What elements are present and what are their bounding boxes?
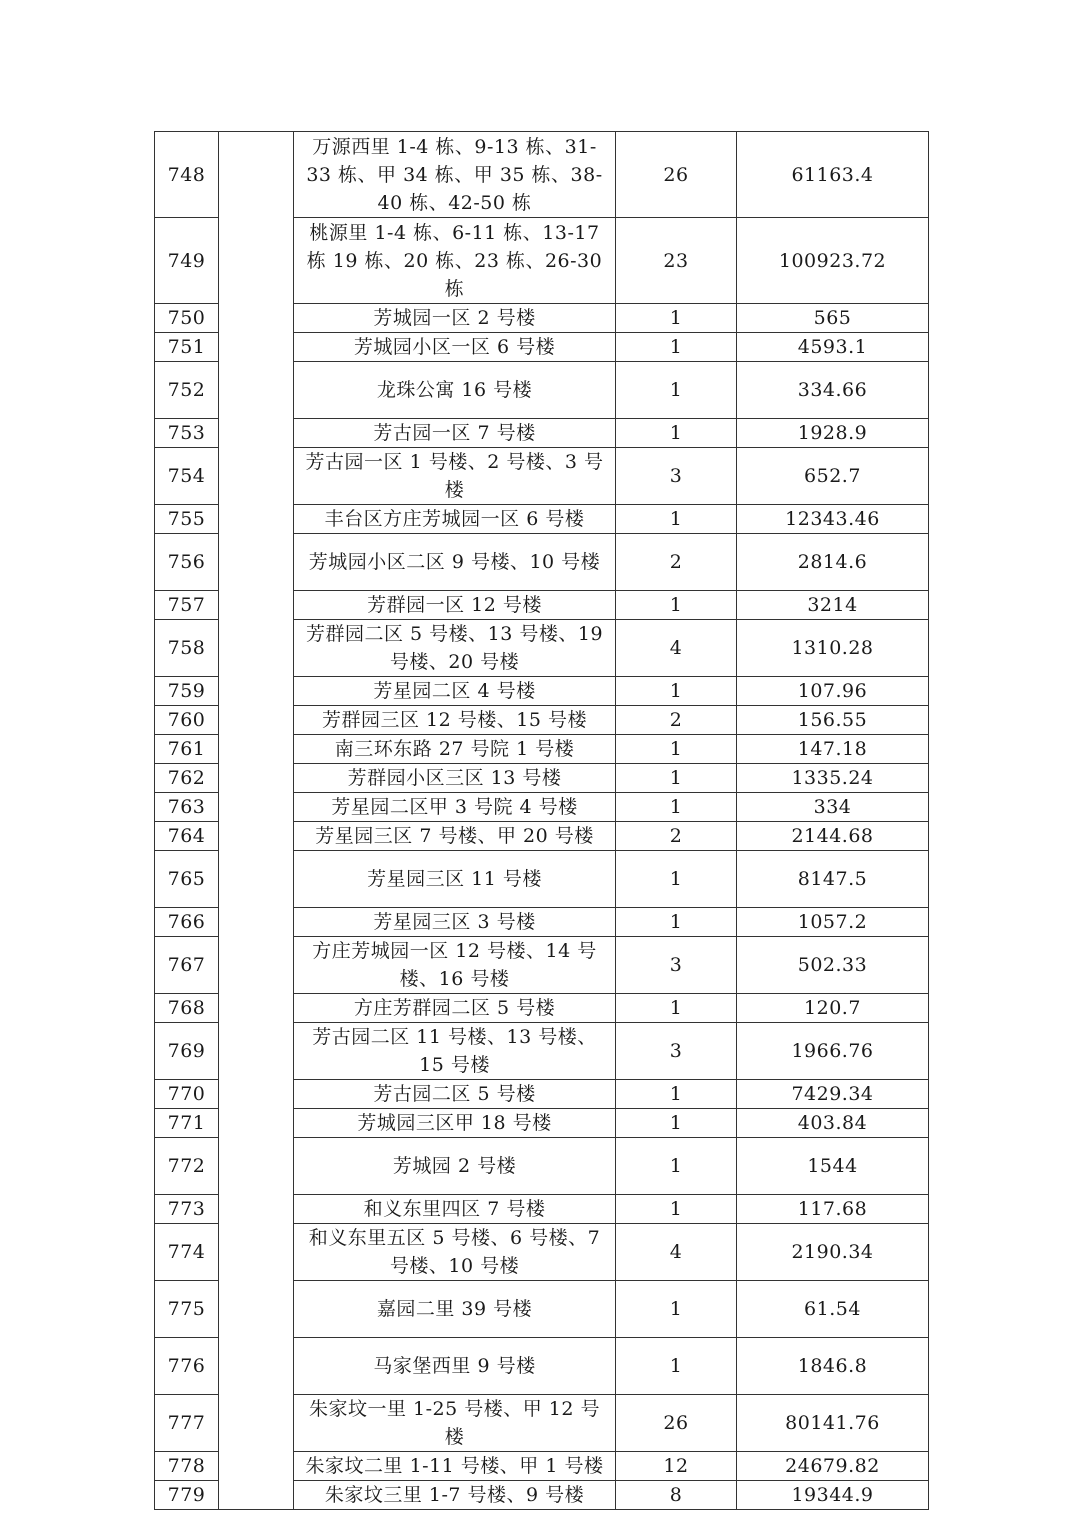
- row-number-cell: 758: [155, 620, 219, 677]
- row-number-cell: 770: [155, 1080, 219, 1109]
- row-number-cell: 762: [155, 764, 219, 793]
- address-cell: 芳群园一区 12 号楼: [294, 591, 616, 620]
- row-number-cell: 771: [155, 1109, 219, 1138]
- area-cell: 147.18: [737, 735, 929, 764]
- building-count-cell: 1: [616, 677, 737, 706]
- area-cell: 334: [737, 793, 929, 822]
- row-number-cell: 753: [155, 419, 219, 448]
- area-cell: 1928.9: [737, 419, 929, 448]
- address-cell: 芳群园二区 5 号楼、13 号楼、19 号楼、20 号楼: [294, 620, 616, 677]
- address-cell: 芳星园三区 7 号楼、甲 20 号楼: [294, 822, 616, 851]
- address-cell: 朱家坟一里 1-25 号楼、甲 12 号楼: [294, 1395, 616, 1452]
- row-number-cell: 773: [155, 1195, 219, 1224]
- address-cell: 芳城园一区 2 号楼: [294, 304, 616, 333]
- area-cell: 403.84: [737, 1109, 929, 1138]
- address-cell: 桃源里 1-4 栋、6-11 栋、13-17 栋 19 栋、20 栋、23 栋、26-30 栋: [294, 218, 616, 304]
- building-count-cell: 1: [616, 1338, 737, 1395]
- row-number-cell: 778: [155, 1452, 219, 1481]
- building-count-cell: 1: [616, 1080, 737, 1109]
- table-body: [155, 132, 929, 1510]
- building-count-cell: 12: [616, 1452, 737, 1481]
- address-cell: 芳古园二区 11 号楼、13 号楼、15 号楼: [294, 1023, 616, 1080]
- area-cell: 19344.9: [737, 1481, 929, 1510]
- building-count-cell: 1: [616, 304, 737, 333]
- address-cell: 方庄芳群园二区 5 号楼: [294, 994, 616, 1023]
- table-row: [155, 132, 929, 218]
- area-cell: 12343.46: [737, 505, 929, 534]
- building-count-cell: 23: [616, 218, 737, 304]
- address-cell: 和义东里五区 5 号楼、6 号楼、7 号楼、10 号楼: [294, 1224, 616, 1281]
- area-cell: 652.7: [737, 448, 929, 505]
- area-cell: 3214: [737, 591, 929, 620]
- address-cell: 芳城园 2 号楼: [294, 1138, 616, 1195]
- address-cell: 芳城园三区甲 18 号楼: [294, 1109, 616, 1138]
- area-cell: 1846.8: [737, 1338, 929, 1395]
- row-number-cell: 779: [155, 1481, 219, 1510]
- address-cell: 芳星园三区 11 号楼: [294, 851, 616, 908]
- building-count-cell: 26: [616, 1395, 737, 1452]
- row-number-cell: 772: [155, 1138, 219, 1195]
- area-cell: 8147.5: [737, 851, 929, 908]
- row-number-cell: 748: [155, 132, 219, 218]
- address-cell: 芳星园二区甲 3 号院 4 号楼: [294, 793, 616, 822]
- row-number-cell: 768: [155, 994, 219, 1023]
- row-number-cell: 750: [155, 304, 219, 333]
- building-count-cell: 2: [616, 534, 737, 591]
- building-count-cell: 1: [616, 505, 737, 534]
- row-number-cell: 759: [155, 677, 219, 706]
- area-cell: 1335.24: [737, 764, 929, 793]
- building-count-cell: 2: [616, 706, 737, 735]
- area-cell: 1544: [737, 1138, 929, 1195]
- address-cell: 芳古园一区 7 号楼: [294, 419, 616, 448]
- address-cell: 芳星园三区 3 号楼: [294, 908, 616, 937]
- address-cell: 方庄芳城园一区 12 号楼、14 号楼、16 号楼: [294, 937, 616, 994]
- address-cell: 丰台区方庄芳城园一区 6 号楼: [294, 505, 616, 534]
- address-cell: 朱家坟三里 1-7 号楼、9 号楼: [294, 1481, 616, 1510]
- area-cell: 117.68: [737, 1195, 929, 1224]
- area-cell: 502.33: [737, 937, 929, 994]
- area-cell: 7429.34: [737, 1080, 929, 1109]
- row-number-cell: 777: [155, 1395, 219, 1452]
- area-cell: 565: [737, 304, 929, 333]
- row-number-cell: 756: [155, 534, 219, 591]
- address-cell: 芳群园三区 12 号楼、15 号楼: [294, 706, 616, 735]
- row-number-cell: 754: [155, 448, 219, 505]
- address-cell: 马家堡西里 9 号楼: [294, 1338, 616, 1395]
- building-count-cell: 1: [616, 1138, 737, 1195]
- building-count-cell: 1: [616, 851, 737, 908]
- area-cell: 61163.4: [737, 132, 929, 218]
- building-count-cell: 2: [616, 822, 737, 851]
- address-cell: 龙珠公寓 16 号楼: [294, 362, 616, 419]
- building-count-cell: 1: [616, 735, 737, 764]
- row-number-cell: 776: [155, 1338, 219, 1395]
- building-count-cell: 1: [616, 333, 737, 362]
- area-cell: 107.96: [737, 677, 929, 706]
- area-cell: 334.66: [737, 362, 929, 419]
- building-count-cell: 4: [616, 620, 737, 677]
- building-count-cell: 1: [616, 764, 737, 793]
- building-count-cell: 1: [616, 419, 737, 448]
- building-count-cell: 4: [616, 1224, 737, 1281]
- address-cell: 芳星园二区 4 号楼: [294, 677, 616, 706]
- area-cell: 2190.34: [737, 1224, 929, 1281]
- row-number-cell: 752: [155, 362, 219, 419]
- row-number-cell: 766: [155, 908, 219, 937]
- building-count-cell: 3: [616, 937, 737, 994]
- area-cell: 61.54: [737, 1281, 929, 1338]
- building-count-cell: 1: [616, 362, 737, 419]
- address-cell: 朱家坟二里 1-11 号楼、甲 1 号楼: [294, 1452, 616, 1481]
- area-cell: 24679.82: [737, 1452, 929, 1481]
- row-number-cell: 757: [155, 591, 219, 620]
- address-cell: 和义东里四区 7 号楼: [294, 1195, 616, 1224]
- row-number-cell: 763: [155, 793, 219, 822]
- building-count-cell: 3: [616, 448, 737, 505]
- address-cell: 万源西里 1-4 栋、9-13 栋、31-33 栋、甲 34 栋、甲 35 栋、38-40 栋、42-50 栋: [294, 132, 616, 218]
- address-cell: 芳古园一区 1 号楼、2 号楼、3 号楼: [294, 448, 616, 505]
- building-count-cell: 1: [616, 1281, 737, 1338]
- area-cell: 2144.68: [737, 822, 929, 851]
- row-number-cell: 774: [155, 1224, 219, 1281]
- area-cell: 1057.2: [737, 908, 929, 937]
- area-cell: 100923.72: [737, 218, 929, 304]
- building-count-cell: 26: [616, 132, 737, 218]
- building-count-cell: 3: [616, 1023, 737, 1080]
- address-cell: 芳群园小区三区 13 号楼: [294, 764, 616, 793]
- row-number-cell: 775: [155, 1281, 219, 1338]
- row-number-cell: 767: [155, 937, 219, 994]
- area-cell: 80141.76: [737, 1395, 929, 1452]
- building-count-cell: 1: [616, 994, 737, 1023]
- row-number-cell: 755: [155, 505, 219, 534]
- district-cell: [219, 132, 294, 1510]
- area-cell: 156.55: [737, 706, 929, 735]
- area-cell: 1966.76: [737, 1023, 929, 1080]
- data-table: [154, 131, 929, 1510]
- building-count-cell: 1: [616, 1195, 737, 1224]
- building-count-cell: 8: [616, 1481, 737, 1510]
- building-count-cell: 1: [616, 1109, 737, 1138]
- row-number-cell: 751: [155, 333, 219, 362]
- address-cell: 芳城园小区二区 9 号楼、10 号楼: [294, 534, 616, 591]
- address-cell: 芳古园二区 5 号楼: [294, 1080, 616, 1109]
- row-number-cell: 761: [155, 735, 219, 764]
- area-cell: 4593.1: [737, 333, 929, 362]
- area-cell: 2814.6: [737, 534, 929, 591]
- row-number-cell: 760: [155, 706, 219, 735]
- row-number-cell: 765: [155, 851, 219, 908]
- area-cell: 120.7: [737, 994, 929, 1023]
- address-cell: 嘉园二里 39 号楼: [294, 1281, 616, 1338]
- area-cell: 1310.28: [737, 620, 929, 677]
- address-cell: 南三环东路 27 号院 1 号楼: [294, 735, 616, 764]
- building-count-cell: 1: [616, 793, 737, 822]
- building-count-cell: 1: [616, 908, 737, 937]
- row-number-cell: 764: [155, 822, 219, 851]
- row-number-cell: 769: [155, 1023, 219, 1080]
- row-number-cell: 749: [155, 218, 219, 304]
- building-count-cell: 1: [616, 591, 737, 620]
- address-cell: 芳城园小区一区 6 号楼: [294, 333, 616, 362]
